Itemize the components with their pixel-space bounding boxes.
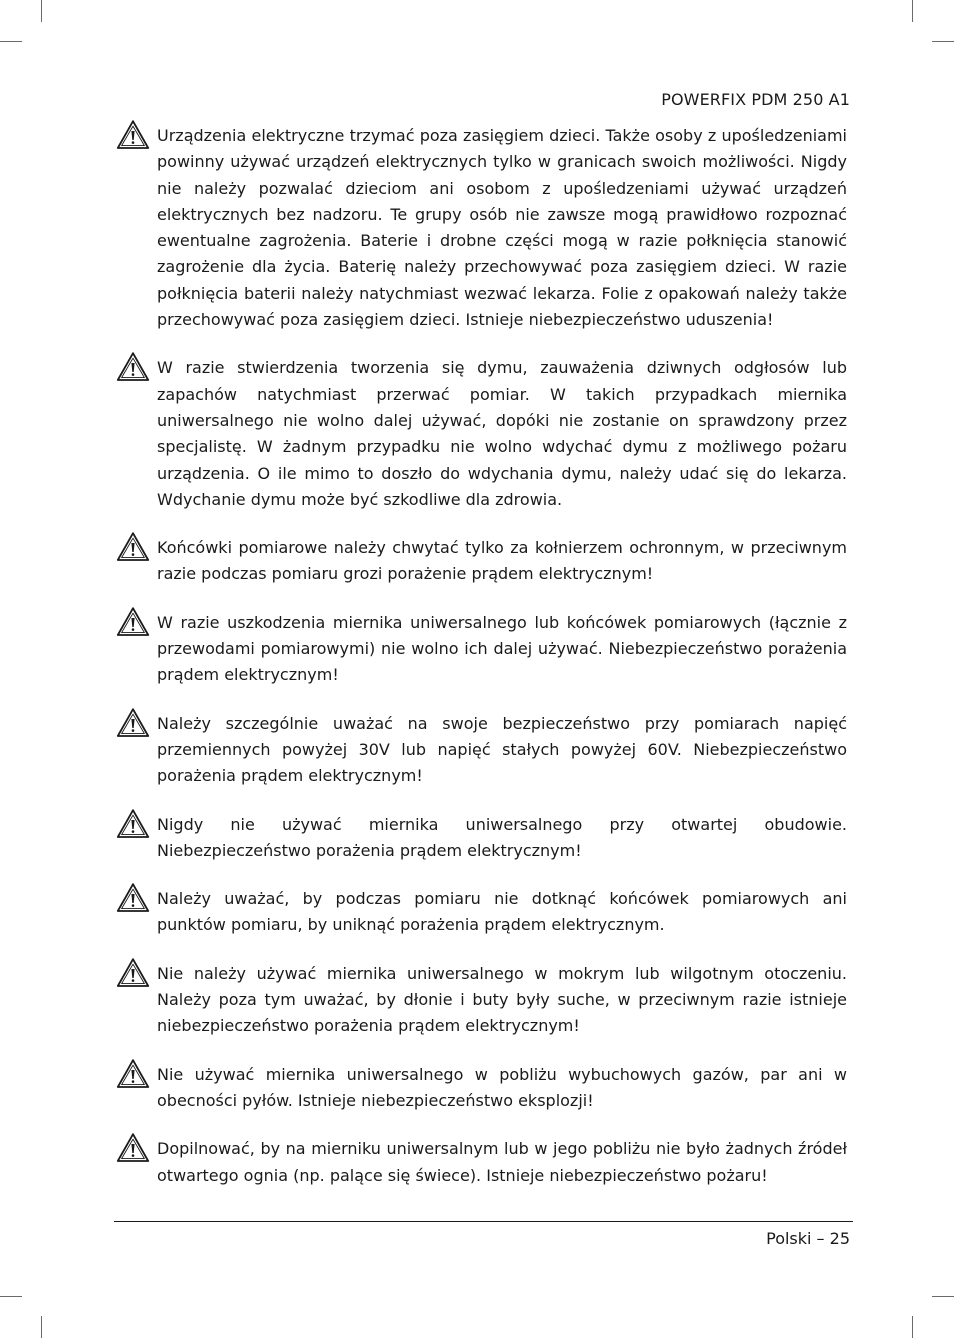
warning-item <box>114 1062 847 1115</box>
warning-triangle-icon <box>116 119 150 150</box>
warning-item <box>114 610 847 689</box>
crop-mark-bottom-left-horizontal <box>0 1296 22 1297</box>
warning-text: Końcówki pomiarowe należy chwytać tylko za kołnierzem ochronnym, w przeciwnym razie podczas pomiaru grozi porażenie prądem elektrycznym! <box>157 538 847 584</box>
warning-triangle-icon <box>116 606 150 637</box>
warning-text: Należy uważać, by podczas pomiaru nie dotknąć końcówek pomiarowych ani punktów pomiaru, by uniknąć porażenia prądem elektrycznym. <box>157 889 847 935</box>
warning-item <box>114 812 847 865</box>
warning-item <box>114 1136 847 1189</box>
crop-mark-top-right-vertical <box>912 0 913 22</box>
warning-triangle-icon <box>116 808 150 839</box>
warning-text: W razie stwierdzenia tworzenia się dymu, zauważenia dziwnych odgłosów lub zapachów natychmiast przerwać pomiar. W takich przypadkach miernika uniwersalnego nie wolno dalej używać, dopóki nie zostanie on sprawdzony przez specjalistę. W żadnym przypadku nie wolno wdychać dymu z możliwego pożaru urządzenia. O ile mimo to doszło do wdychania dymu, należy udać się do lekarza. Wdychanie dymu może być szkodliwe dla zdrowia. <box>157 358 847 509</box>
warning-triangle-icon <box>116 707 150 738</box>
warning-text: Należy szczególnie uważać na swoje bezpieczeństwo przy pomiarach napięć przemiennych powyżej 30V lub napięć stałych powyżej 60V. Niebezpieczeństwo porażenia prądem elektrycznym! <box>157 713 847 786</box>
warning-text: Nie należy używać miernika uniwersalnego w mokrym lub wilgotnym otoczeniu. Należy poza tym uważać, by dłonie i buty były suche, w przeciwnym razie istnieje niebezpieczeństwo porażenia prądem elektrycznym! <box>157 963 847 1036</box>
warning-triangle-icon <box>116 957 150 988</box>
page-footer-number: Polski – 25 <box>766 1229 850 1248</box>
warning-text: Nie używać miernika uniwersalnego w pobliżu wybuchowych gazów, par ani w obecności pyłów. Istnieje niebezpieczeństwo eksplozji! <box>157 1064 847 1110</box>
crop-mark-bottom-left-vertical <box>41 1316 42 1338</box>
footer-divider <box>114 1221 853 1222</box>
warning-text: Nigdy nie używać miernika uniwersalnego przy otwartej obudowie. Niebezpieczeństwo porażenia prądem elektrycznym! <box>157 814 847 860</box>
warning-text: W razie uszkodzenia miernika uniwersalnego lub końcówek pomiarowych (łącznie z przewodami pomiarowymi) nie wolno ich dalej używać. Niebezpieczeństwo porażenia prądem elektrycznym! <box>157 612 847 685</box>
warning-triangle-icon <box>116 531 150 562</box>
crop-mark-bottom-right-vertical <box>912 1316 913 1338</box>
crop-mark-top-left-vertical <box>41 0 42 22</box>
safety-warnings-list <box>114 123 847 1211</box>
warning-item <box>114 355 847 513</box>
warning-text: Dopilnować, by na mierniku uniwersalnym lub w jego pobliżu nie było żadnych źródeł otwartego ognia (np. palące się świece). Istnieje niebezpieczeństwo pożaru! <box>157 1139 847 1185</box>
crop-mark-bottom-right-horizontal <box>932 1296 954 1297</box>
warning-triangle-icon <box>116 1058 150 1089</box>
warning-triangle-icon <box>116 351 150 382</box>
warning-triangle-icon <box>116 882 150 913</box>
warning-item <box>114 961 847 1040</box>
warning-item <box>114 123 847 333</box>
warning-text: Urządzenia elektryczne trzymać poza zasięgiem dzieci. Także osoby z upośledzeniami powinny używać urządzeń elektrycznych tylko w granicach swoich możliwości. Nigdy nie należy pozwalać dzieciom ani osobom z upośledzeniami używać urządzeń elektrycznych bez nadzoru. Te grupy osób nie zawsze mogą prawidłowo rozpoznać ewentualne zagrożenia. Baterie i drobne części mogą w razie połknięcia stanowić zagrożenie dla życia. Baterię należy przechowywać poza zasięgiem dzieci. W razie połknięcia baterii należy natychmiast wezwać lekarza. Folie z opakowań należy także przechowywać poza zasięgiem dzieci. Istnieje niebezpieczeństwo uduszenia! <box>157 126 847 330</box>
warning-triangle-icon <box>116 1132 150 1163</box>
warning-item <box>114 535 847 588</box>
page-header-model: POWERFIX PDM 250 A1 <box>661 90 850 109</box>
crop-mark-top-left-horizontal <box>0 41 22 42</box>
crop-mark-top-right-horizontal <box>932 41 954 42</box>
warning-item <box>114 711 847 790</box>
warning-item <box>114 886 847 939</box>
